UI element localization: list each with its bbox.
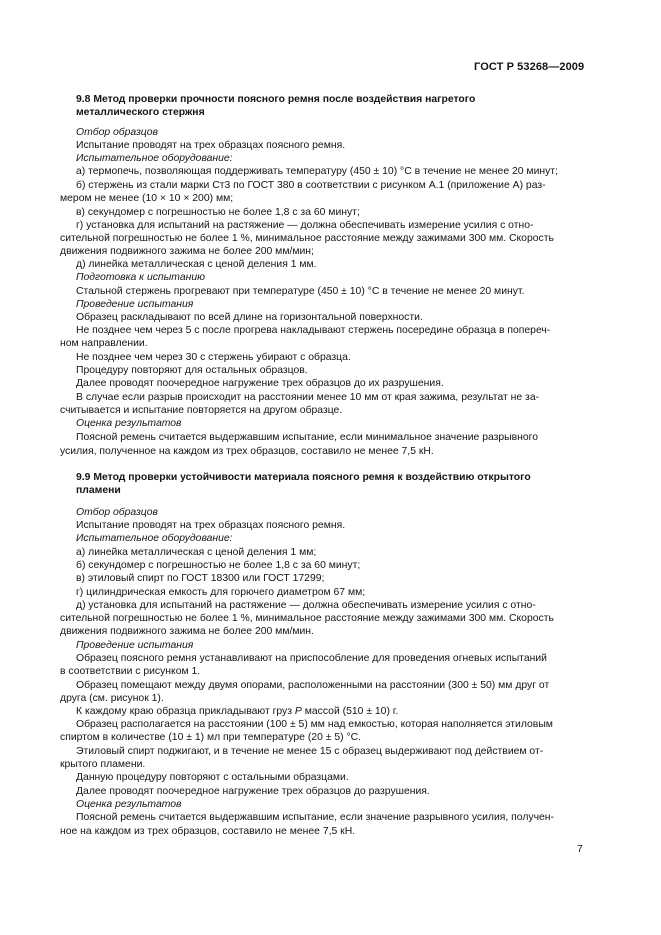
paragraph-continuation: усилия, полученное на каждом из трех образцов, составило не менее 7,5 кН. bbox=[60, 446, 434, 457]
paragraph-continuation: спиртом в количестве (10 ± 1) мл при температуре (20 ± 5) °С. bbox=[60, 732, 362, 743]
paragraph: Поясной ремень считается выдержавшим испытание, если значение разрывного усилия, получен- bbox=[76, 812, 555, 823]
list-item: а) линейка металлическая с ценой деления 1 мм; bbox=[76, 547, 317, 558]
paragraph: Образец помещают между двумя опорами, расположенными на расстоянии (300 ± 50) мм друг от bbox=[76, 680, 550, 691]
paragraph: Образец поясного ремня устанавливают на приспособление для проведения огневых испытаний bbox=[76, 653, 547, 664]
list-item: д) линейка металлическая с ценой деления 1 мм. bbox=[76, 259, 317, 270]
subheading-equipment: Испытательное оборудование: bbox=[76, 533, 233, 544]
paragraph: Не позднее чем через 30 с стержень убирают с образца. bbox=[76, 352, 351, 363]
subheading-results: Оценка результатов bbox=[76, 799, 182, 810]
paragraph: Образец раскладывают по всей длине на горизонтальной поверхности. bbox=[76, 312, 423, 323]
list-item-continuation: сительной погрешностью не более 1 %, минимальное расстояние между зажимами 300 мм. Скорость bbox=[60, 233, 554, 244]
subheading-procedure: Проведение испытания bbox=[76, 299, 194, 310]
weight-symbol: P bbox=[294, 706, 302, 717]
paragraph-continuation: считывается и испытание повторяется на другом образце. bbox=[60, 405, 343, 416]
section-9-9-title-line-2: пламени bbox=[76, 485, 121, 496]
weight-text-after: массой (510 ± 10) г. bbox=[304, 706, 399, 717]
list-item-continuation: движения подвижного зажима не более 200 мм/мин. bbox=[60, 626, 314, 637]
list-item-continuation: движения подвижного зажима не более 200 мм/мин; bbox=[60, 246, 314, 257]
paragraph-continuation: ном направлении. bbox=[60, 338, 148, 349]
paragraph-continuation: в соответствии с рисунком 1. bbox=[60, 666, 201, 677]
section-9-8-title-line-1: 9.8 Метод проверки прочности поясного ремня после воздействия нагретого bbox=[76, 94, 476, 105]
paragraph-continuation: друга (см. рисунок 1). bbox=[60, 693, 164, 704]
list-item: д) установка для испытаний на растяжение — должна обеспечивать измерение усилия с отно- bbox=[76, 600, 536, 611]
paragraph-continuation: ное на каждом из трех образцов, составило не менее 7,5 кН. bbox=[60, 826, 356, 837]
standard-header: ГОСТ Р 53268—2009 bbox=[474, 61, 585, 73]
paragraph: Испытание проводят на трех образцах поясного ремня. bbox=[76, 140, 346, 151]
section-9-8-title-line-2: металлического стержня bbox=[76, 107, 205, 118]
paragraph: Далее проводят поочередное нагружение трех образцов до их разрушения. bbox=[76, 378, 444, 389]
paragraph-weight bbox=[76, 706, 602, 719]
page-number: 7 bbox=[577, 843, 583, 855]
list-item: в) секундомер с погрешностью не более 1,8 с за 60 минут; bbox=[76, 207, 360, 218]
list-item-continuation: сительной погрешностью не более 1 %, минимальное расстояние между зажимами 300 мм. Скорость bbox=[60, 613, 554, 624]
paragraph: В случае если разрыв происходит на расстоянии менее 10 мм от края зажима, результат не за- bbox=[76, 392, 540, 403]
subheading-equipment: Испытательное оборудование: bbox=[76, 153, 233, 164]
list-item: б) секундомер с погрешностью не более 1,8 с за 60 минут; bbox=[76, 560, 361, 571]
paragraph: Далее проводят поочередное нагружение трех образцов до разрушения. bbox=[76, 786, 430, 797]
subheading-sampling: Отбор образцов bbox=[76, 507, 158, 518]
list-item: в) этиловый спирт по ГОСТ 18300 или ГОСТ 17299; bbox=[76, 573, 325, 584]
list-item: а) термопечь, позволяющая поддерживать температуру (450 ± 10) °С в течение не менее 20 минут; bbox=[76, 166, 558, 177]
list-item: г) установка для испытаний на растяжение — должна обеспечивать измерение усилия с отно- bbox=[76, 220, 534, 231]
paragraph: Процедуру повторяют для остальных образцов. bbox=[76, 365, 308, 376]
subheading-results: Оценка результатов bbox=[76, 418, 182, 429]
paragraph: Данную процедуру повторяют с остальными образцами. bbox=[76, 772, 349, 783]
paragraph: Этиловый спирт поджигают, и в течение не менее 15 с образец выдерживают под действием от- bbox=[76, 746, 544, 757]
list-item: г) цилиндрическая емкость для горючего диаметром 67 мм; bbox=[76, 587, 366, 598]
paragraph: Поясной ремень считается выдержавшим испытание, если минимальное значение разрывного bbox=[76, 432, 539, 443]
paragraph: Стальной стержень прогревают при температуре (450 ± 10) °С в течение не менее 20 минут. bbox=[76, 286, 525, 297]
section-9-9-title-line-1: 9.9 Метод проверки устойчивости материала поясного ремня к воздействию открытого bbox=[76, 472, 531, 483]
list-item: б) стержень из стали марки Ст3 по ГОСТ 380 в соответствии с рисунком А.1 (приложение А) раз- bbox=[76, 180, 546, 191]
subheading-procedure: Проведение испытания bbox=[76, 640, 194, 651]
paragraph: Не позднее чем через 5 с после прогрева накладывают стержень посередине образца в попереч- bbox=[76, 325, 551, 336]
list-item-continuation: мером не менее (10 × 10 × 200) мм; bbox=[60, 193, 234, 204]
paragraph-continuation: крытого пламени. bbox=[60, 759, 146, 770]
paragraph: Образец располагается на расстоянии (100 ± 5) мм над емкостью, которая наполняется этиловым bbox=[76, 719, 553, 730]
weight-text-before: К каждому краю образца прикладывают груз bbox=[76, 706, 293, 717]
subheading-sampling: Отбор образцов bbox=[76, 127, 158, 138]
paragraph: Испытание проводят на трех образцах поясного ремня. bbox=[76, 520, 346, 531]
subheading-preparation: Подготовка к испытанию bbox=[76, 272, 205, 283]
